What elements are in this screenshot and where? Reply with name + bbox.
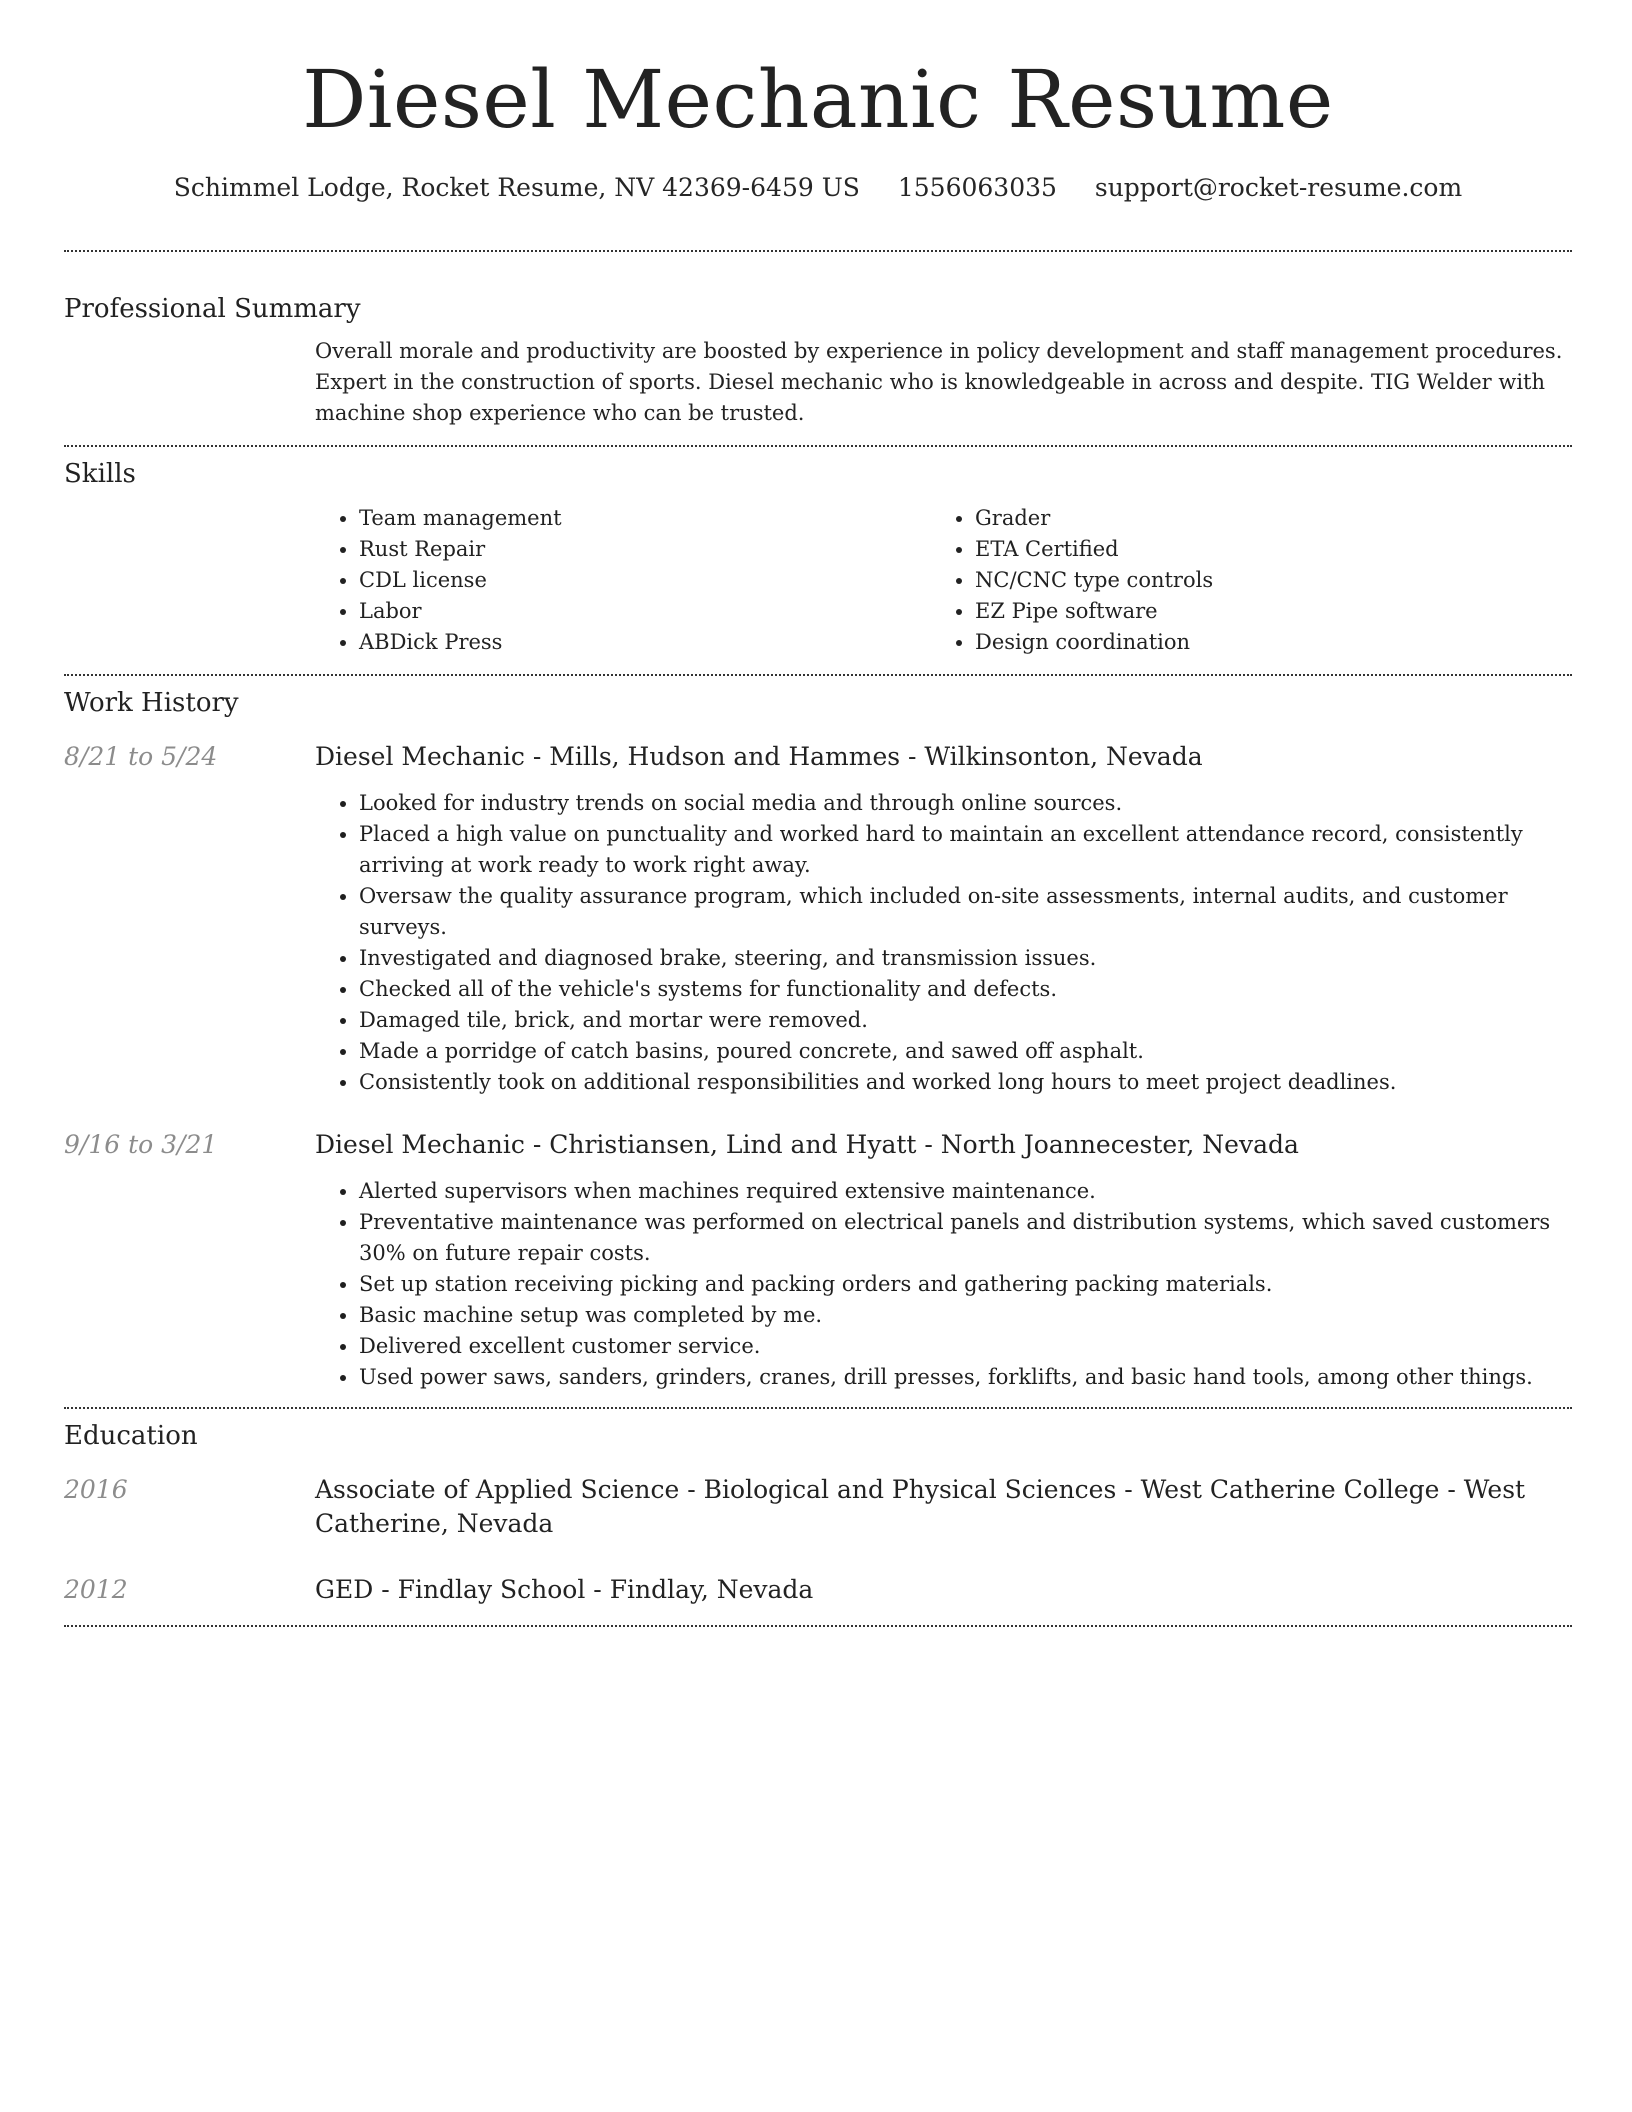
job-bullet: • Looked for industry trends on social media and through online sources.	[359, 788, 1572, 819]
skills-heading: Skills	[64, 459, 136, 489]
job-heading: Diesel Mechanic - Mills, Hudson and Hammes - Wilkinsonton, Nevada	[315, 742, 1203, 771]
work-section	[64, 676, 1572, 1393]
job-bullet: • Damaged tile, brick, and mortar were removed.	[359, 1005, 1572, 1036]
job-bullets	[315, 788, 1572, 1098]
education-entry	[64, 1573, 1572, 1607]
job-bullet: • Consistently took on additional responsibilities and worked long hours to meet project deadlines.	[359, 1067, 1572, 1098]
skills-column-right	[931, 503, 1547, 658]
skills-column-left	[315, 503, 931, 658]
summary-section	[64, 252, 1572, 429]
job-bullet: • Alerted supervisors when machines required extensive maintenance.	[359, 1176, 1572, 1207]
job-entry	[64, 1128, 1572, 1393]
skill-item: • Team management	[359, 503, 931, 534]
job-bullet: • Placed a high value on punctuality and worked hard to maintain an excellent attendance record, consistently arriving at work ready to work right away.	[359, 819, 1572, 881]
job-bullets	[315, 1176, 1572, 1393]
skills-section	[64, 447, 1572, 658]
skill-item: • Design coordination	[975, 627, 1547, 658]
summary-text: Overall morale and productivity are boosted by experience in policy development and staff management procedures. Expert in the construction of sports. Diesel mechanic who is knowledgeable in across and despite. TIG Welder with machine shop experience who can be trusted.	[315, 339, 1563, 425]
job-entry	[64, 740, 1572, 1098]
summary-content	[315, 336, 1572, 429]
contact-phone: 1556063035	[897, 173, 1057, 202]
job-bullet: • Investigated and diagnosed brake, steering, and transmission issues.	[359, 943, 1572, 974]
education-section	[64, 1409, 1572, 1607]
education-heading-text: GED - Findlay School - Findlay, Nevada	[315, 1575, 814, 1604]
skill-item: • Labor	[359, 596, 931, 627]
contact-email: support@rocket-resume.com	[1094, 173, 1463, 202]
resume-title: Diesel Mechanic Resume	[302, 53, 1334, 146]
work-heading: Work History	[64, 688, 239, 718]
job-bullet: • Delivered excellent customer service.	[359, 1331, 1572, 1362]
job-heading: Diesel Mechanic - Christiansen, Lind and Hyatt - North Joannecester, Nevada	[315, 1130, 1299, 1159]
job-dates: 8/21 to 5/24	[64, 742, 218, 771]
skill-item: • EZ Pipe software	[975, 596, 1547, 627]
job-bullet: • Preventative maintenance was performed on electrical panels and distribution systems, which saved customers 30% on future repair costs.	[359, 1207, 1572, 1269]
job-bullet: • Set up station receiving picking and packing orders and gathering packing materials.	[359, 1269, 1572, 1300]
summary-heading: Professional Summary	[64, 294, 361, 324]
education-heading-text: Associate of Applied Science - Biological and Physical Sciences - West Catherine College - West Catherine, Nevada	[315, 1475, 1526, 1538]
divider	[64, 1625, 1572, 1627]
job-bullet: • Used power saws, sanders, grinders, cranes, drill presses, forklifts, and basic hand tools, among other things.	[359, 1362, 1572, 1393]
skill-item: • ABDick Press	[359, 627, 931, 658]
skill-item: • ETA Certified	[975, 534, 1547, 565]
job-bullet: • Checked all of the vehicle's systems for functionality and defects.	[359, 974, 1572, 1005]
skill-item: • CDL license	[359, 565, 931, 596]
skill-item: • NC/CNC type controls	[975, 565, 1547, 596]
education-year: 2016	[64, 1475, 128, 1504]
job-bullet: • Basic machine setup was completed by me.	[359, 1300, 1572, 1331]
skill-item: • Rust Repair	[359, 534, 931, 565]
job-bullet: • Made a porridge of catch basins, poured concrete, and sawed off asphalt.	[359, 1036, 1572, 1067]
job-bullet: • Oversaw the quality assurance program, which included on-site assessments, internal audits, and customer surveys.	[359, 881, 1572, 943]
education-year: 2012	[64, 1575, 128, 1604]
skill-item: • Grader	[975, 503, 1547, 534]
education-heading: Education	[64, 1421, 198, 1451]
contact-address: Schimmel Lodge, Rocket Resume, NV 42369-6459 US	[173, 173, 860, 202]
skills-list	[315, 503, 1572, 658]
contact-line	[64, 170, 1572, 206]
education-entry	[64, 1473, 1572, 1541]
resume-page	[64, 0, 1572, 1627]
job-dates: 9/16 to 3/21	[64, 1130, 218, 1159]
